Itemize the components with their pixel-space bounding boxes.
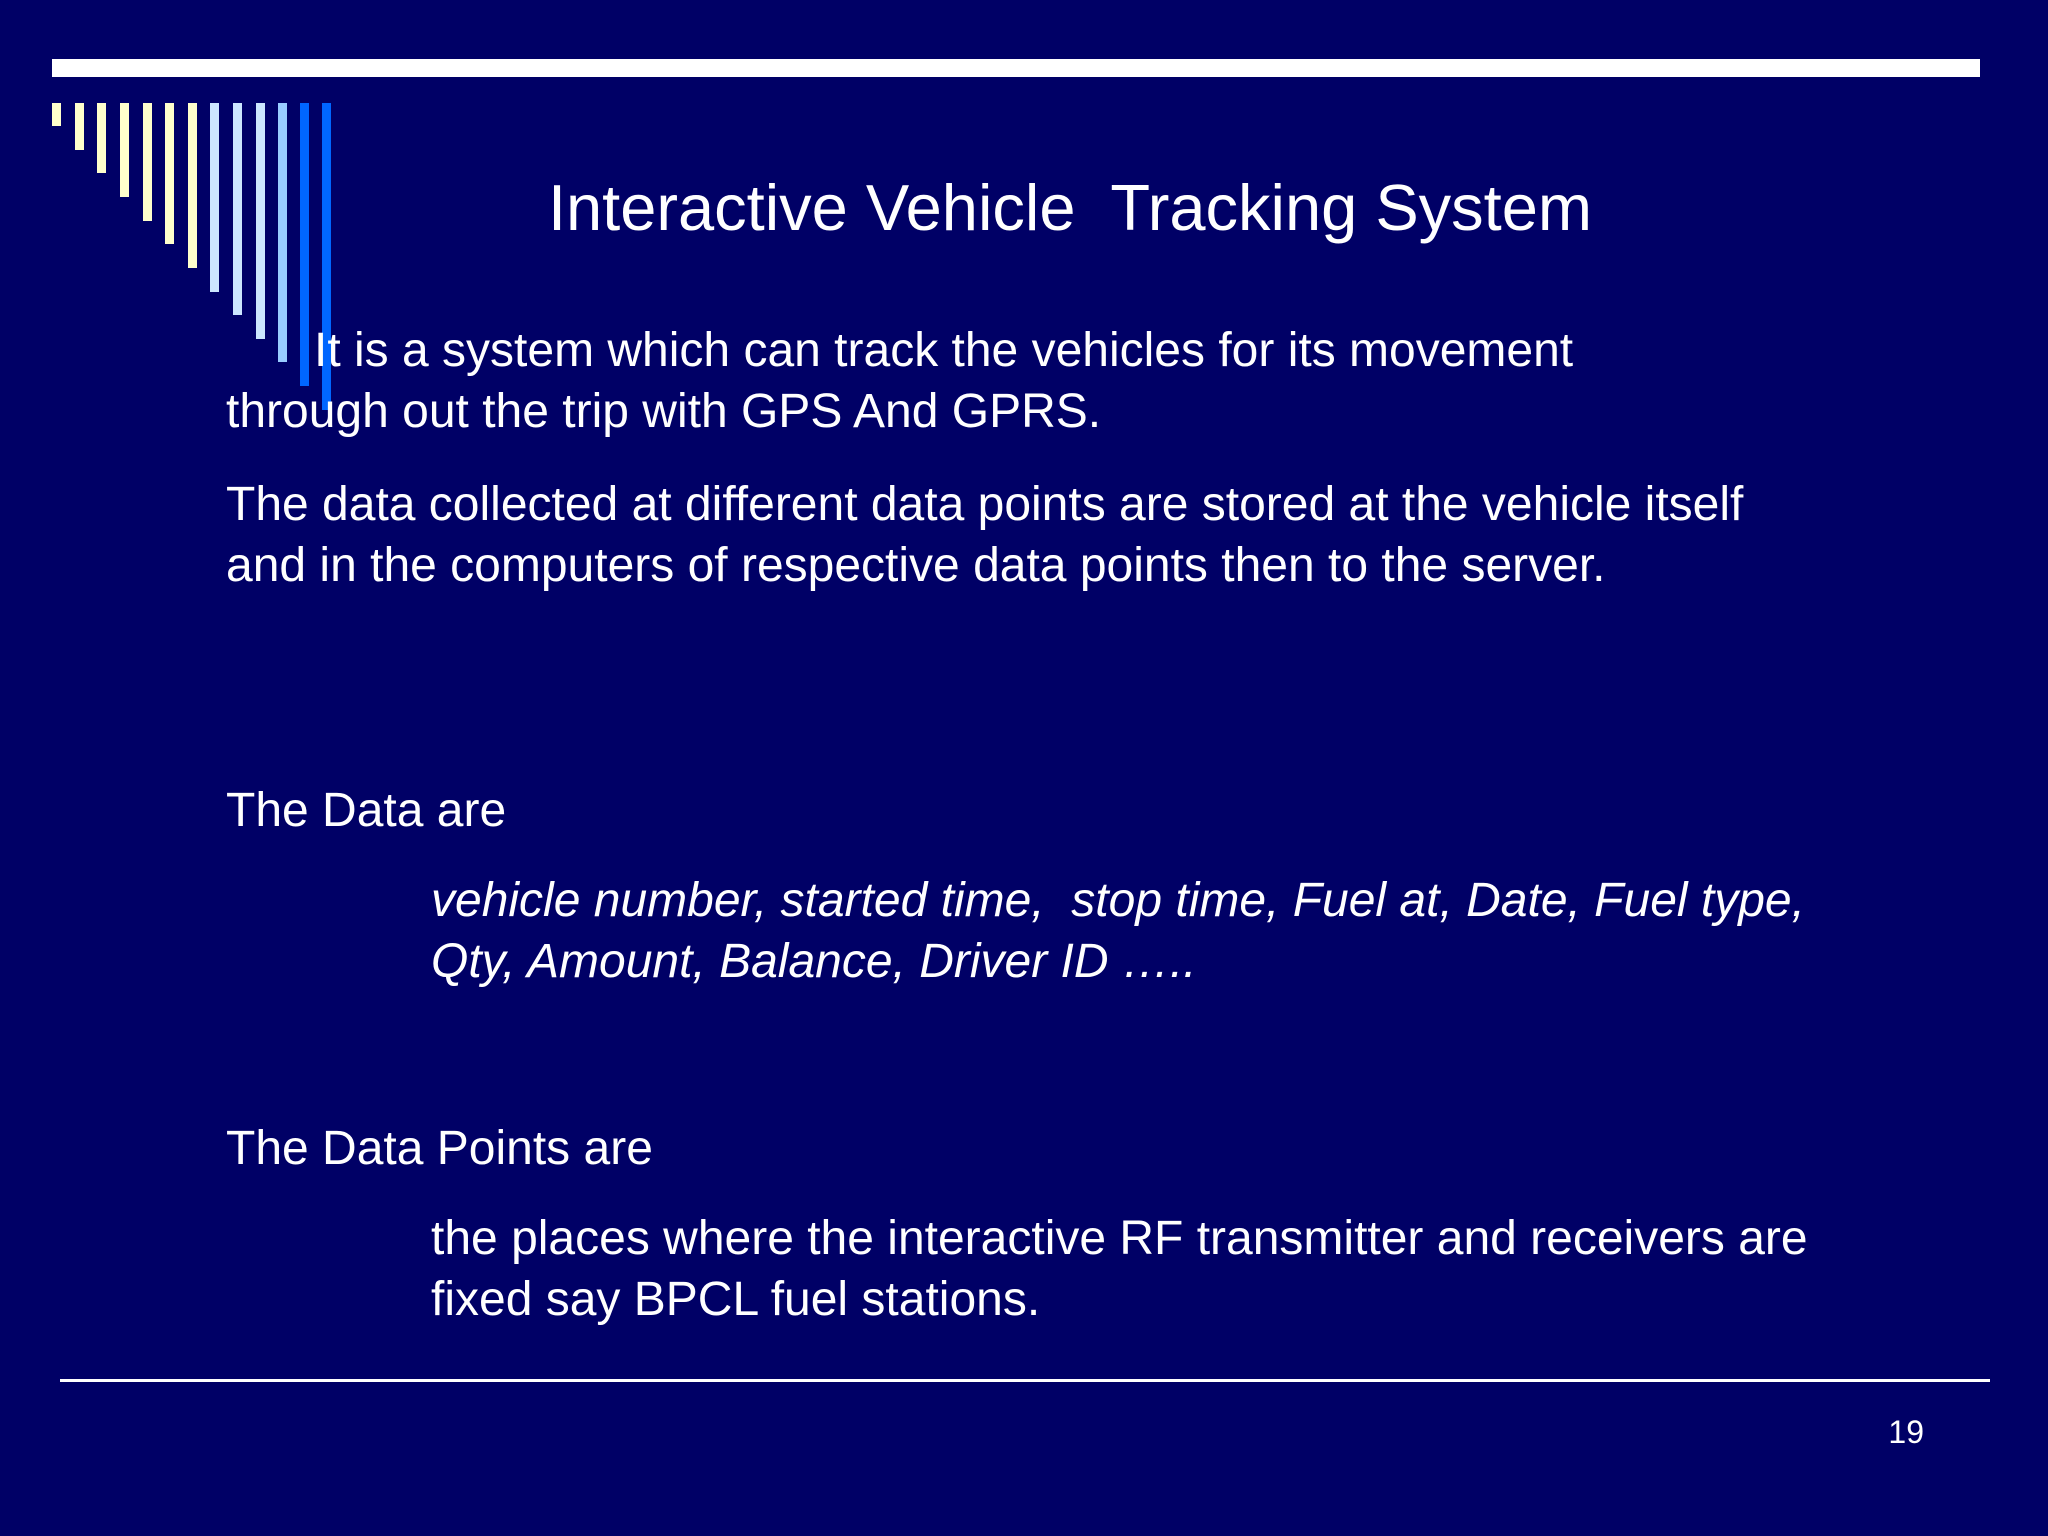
decor-bar <box>256 103 265 339</box>
decor-bar <box>143 103 152 221</box>
slide-number: 19 <box>1888 1414 1924 1450</box>
data-points-heading: The Data Points are <box>226 1122 653 1175</box>
decor-bar <box>233 103 242 315</box>
slide-title: Interactive Vehicle Tracking System <box>547 171 1593 244</box>
decor-bar <box>97 103 106 173</box>
decor-bar <box>120 103 129 197</box>
decor-bar <box>188 103 197 268</box>
decor-bar <box>75 103 84 150</box>
decor-bar <box>52 103 61 126</box>
storage-paragraph: The data collected at different data points are stored at the vehicle itself and in the computers of respective data points then to the server. <box>226 478 1744 592</box>
intro-paragraph: It is a system which can track the vehicles for its movement through out the trip with GPS And GPRS. <box>226 324 1574 438</box>
bottom-rule <box>60 1379 1990 1382</box>
decor-bar <box>165 103 174 244</box>
data-list: vehicle number, started time, stop time, Fuel at, Date, Fuel type, Qty, Amount, Balance, Driver ID ….. <box>431 874 1819 988</box>
data-heading: The Data are <box>226 784 507 837</box>
decor-bar <box>210 103 219 292</box>
data-points-text: the places where the interactive RF transmitter and receivers are fixed say BPCL fuel stations. <box>431 1212 1808 1326</box>
top-rule <box>52 59 1980 77</box>
